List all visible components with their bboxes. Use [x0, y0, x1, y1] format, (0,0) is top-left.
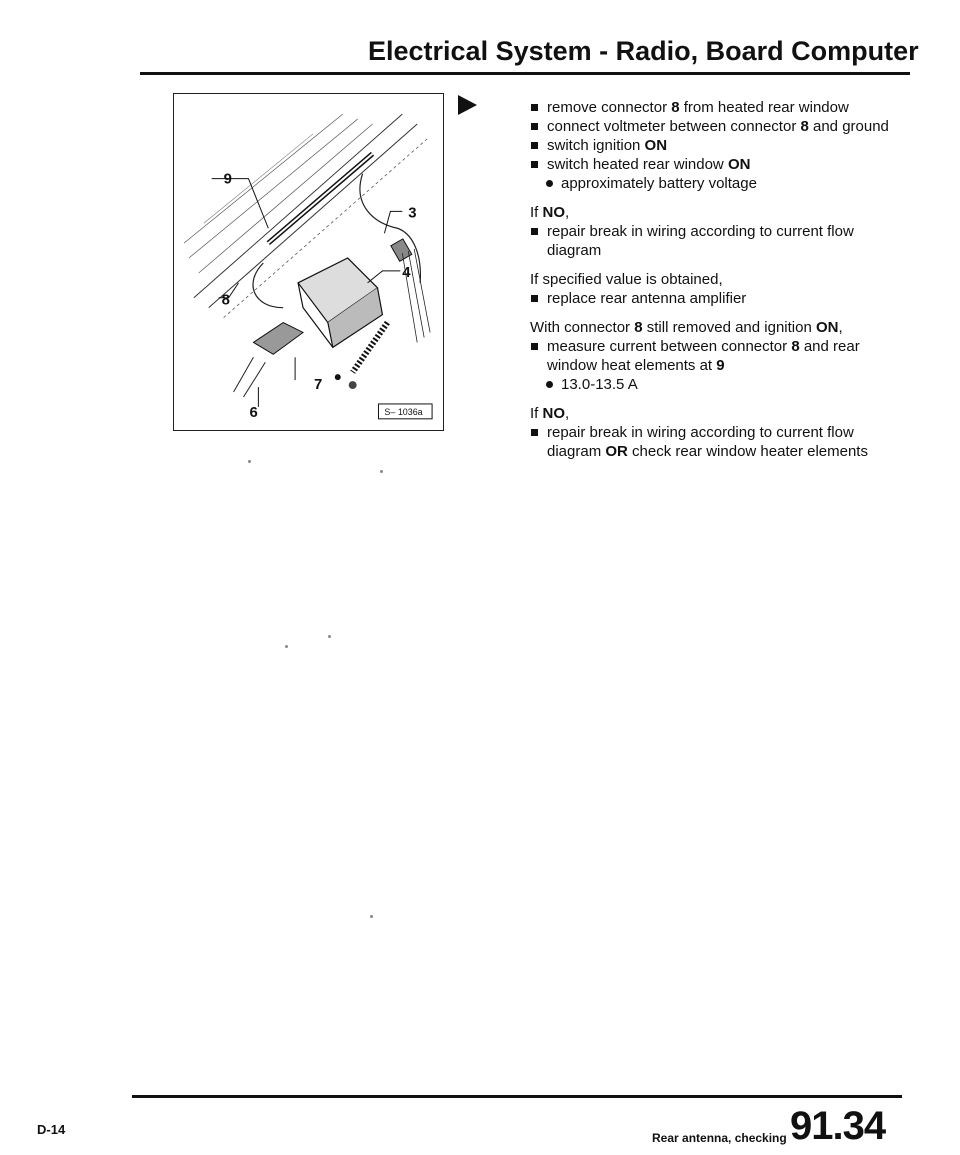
- scan-speck: [248, 460, 251, 463]
- step-remove-connector: remove connector 8 from heated rear window: [530, 98, 900, 117]
- footer-rule: [132, 1095, 902, 1098]
- square-bullet-icon: [531, 142, 538, 149]
- scan-speck: [370, 915, 373, 918]
- callout-7: 7: [313, 377, 323, 394]
- condition-specified-value: If specified value is obtained,: [530, 271, 723, 288]
- section-number: 91.34: [790, 1104, 886, 1148]
- page-title: Electrical System - Radio, Board Computer: [368, 36, 919, 66]
- footer-section-label: Rear antenna, checking: [652, 1131, 787, 1145]
- step-replace-amplifier: replace rear antenna amplifier: [530, 289, 900, 308]
- callout-4: 4: [402, 264, 411, 281]
- procedure-steps: [530, 98, 900, 471]
- wiring-illustration: [173, 93, 444, 431]
- round-bullet-icon: [546, 381, 553, 388]
- page-number: D-14: [37, 1122, 66, 1137]
- figure-code: S– 1036a: [384, 406, 423, 417]
- square-bullet-icon: [531, 228, 538, 235]
- square-bullet-icon: [531, 343, 538, 350]
- scan-speck: [285, 645, 288, 648]
- continue-arrow-icon: [458, 95, 477, 115]
- condition-if-no-2: If NO,: [530, 405, 570, 422]
- callout-6: 6: [249, 404, 258, 421]
- square-bullet-icon: [531, 161, 538, 168]
- scan-speck: [328, 635, 331, 638]
- step-switch-heated-window: switch heated rear window ON: [530, 155, 900, 174]
- step-switch-ignition: switch ignition ON: [530, 136, 900, 155]
- condition-if-no-1: If NO,: [530, 204, 570, 221]
- step-measure-current: measure current between connector 8 and rear window heat elements at 9: [530, 337, 900, 375]
- round-bullet-icon: [546, 180, 553, 187]
- square-bullet-icon: [531, 104, 538, 111]
- expected-voltage: approximately battery voltage: [530, 174, 900, 193]
- expected-current: 13.0-13.5 A: [530, 375, 900, 394]
- step-connect-voltmeter: connect voltmeter between connector 8 and ground: [530, 117, 900, 136]
- step-repair-or-check: repair break in wiring according to current flow diagram OR check rear window heater elements: [530, 423, 900, 461]
- illustration-drawing: [174, 94, 443, 430]
- step-repair-wiring: repair break in wiring according to current flow diagram: [530, 222, 900, 260]
- callout-8: 8: [221, 292, 230, 309]
- square-bullet-icon: [531, 295, 538, 302]
- condition-connector-removed: With connector 8 still removed and ignition ON,: [530, 319, 843, 336]
- callout-3: 3: [408, 205, 417, 222]
- scan-speck: [380, 470, 383, 473]
- callout-9: 9: [223, 171, 232, 188]
- header-rule: [140, 72, 910, 75]
- square-bullet-icon: [531, 429, 538, 436]
- square-bullet-icon: [531, 123, 538, 130]
